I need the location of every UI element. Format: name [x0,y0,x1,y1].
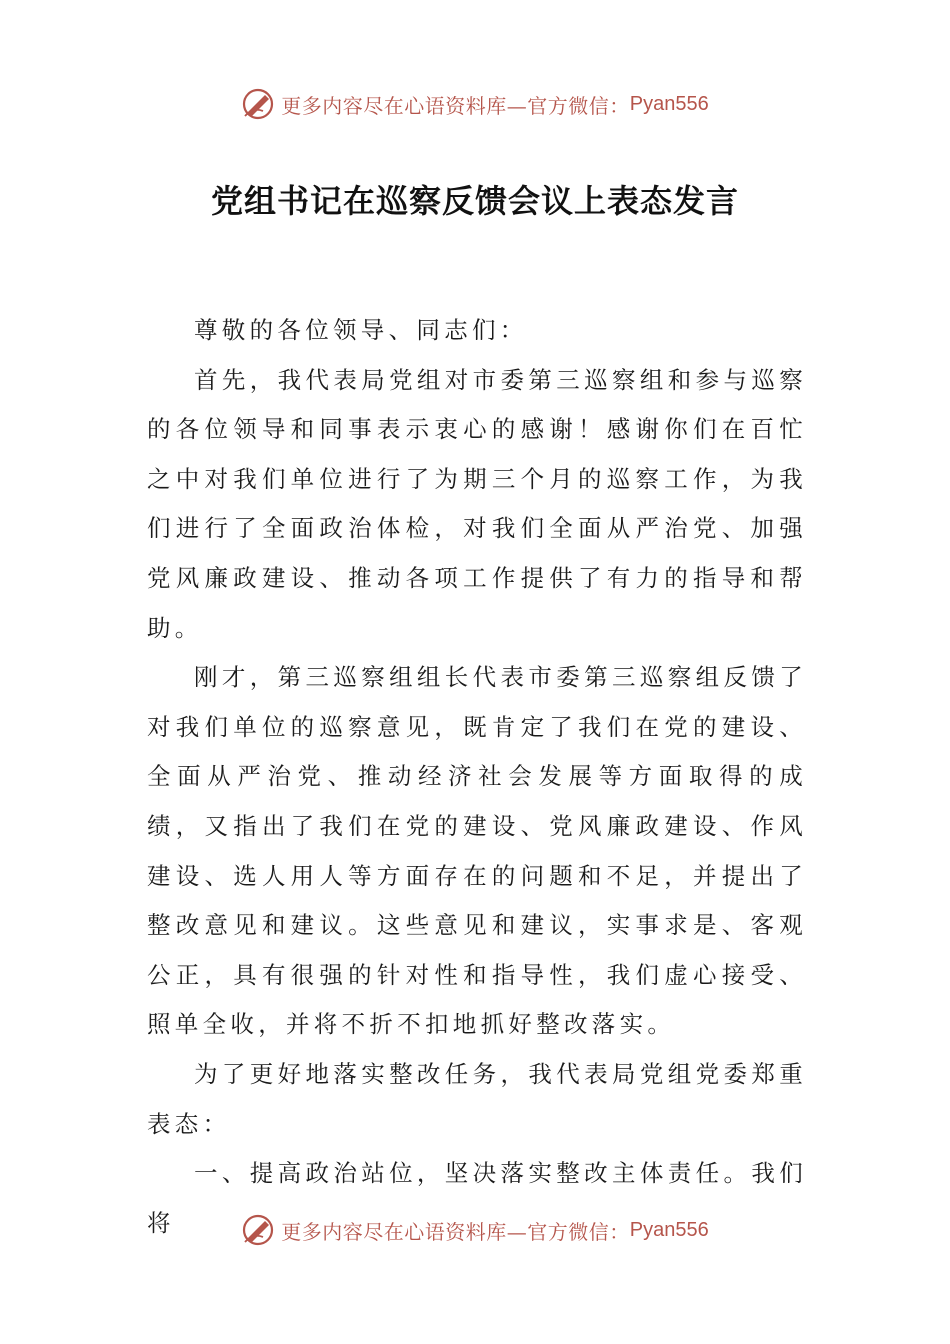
salutation-paragraph: 尊敬的各位领导、同志们： [194,316,528,344]
body-paragraph: 为了更好地落实整改任务，我代表局党组党委郑重表态： [147,1059,807,1138]
body-paragraph: 一、提高政治站位，坚决落实整改主体责任。我们将 [147,1159,807,1237]
pen-logo-icon [241,87,275,121]
banner-wechat-id: Pyan556 [629,92,709,115]
document-title: 党组书记在巡察反馈会议上表态发言 [210,182,739,220]
banner-text: 更多内容尽在心语资料库—官方微信： [281,1219,630,1244]
document-body [147,306,807,1248]
footer-watermark-banner [0,1208,950,1252]
body-paragraph: 首先，我代表局党组对市委第三巡察组和参与巡察的各位领导和同事表示衷心的感谢！感谢你们在百忙之中对我们单位进行了为期三个月的巡察工作，为我们进行了全面政治体检，对我们全面从严治党、加强党风廉政建设、推动各项工作提供了有力的指导和帮助。 [147,365,807,642]
pen-logo-icon [241,1213,275,1247]
banner-text: 更多内容尽在心语资料库—官方微信： [281,93,630,118]
header-watermark-banner [0,82,950,126]
banner-wechat-id: Pyan556 [629,1218,709,1241]
body-paragraph: 刚才，第三巡察组组长代表市委第三巡察组反馈了对我们单位的巡察意见，既肯定了我们在党的建设、全面从严治党、推动经济社会发展等方面取得的成绩，又指出了我们在党的建设、党风廉政建设、作风建设、选人用人等方面存在的问题和不足，并提出了整改意见和建议。这些意见和建议，实事求是、客观公正，具有很强的针对性和指导性，我们虚心接受、照单全收，并将不折不扣地抓好整改落实。 [147,663,807,1039]
